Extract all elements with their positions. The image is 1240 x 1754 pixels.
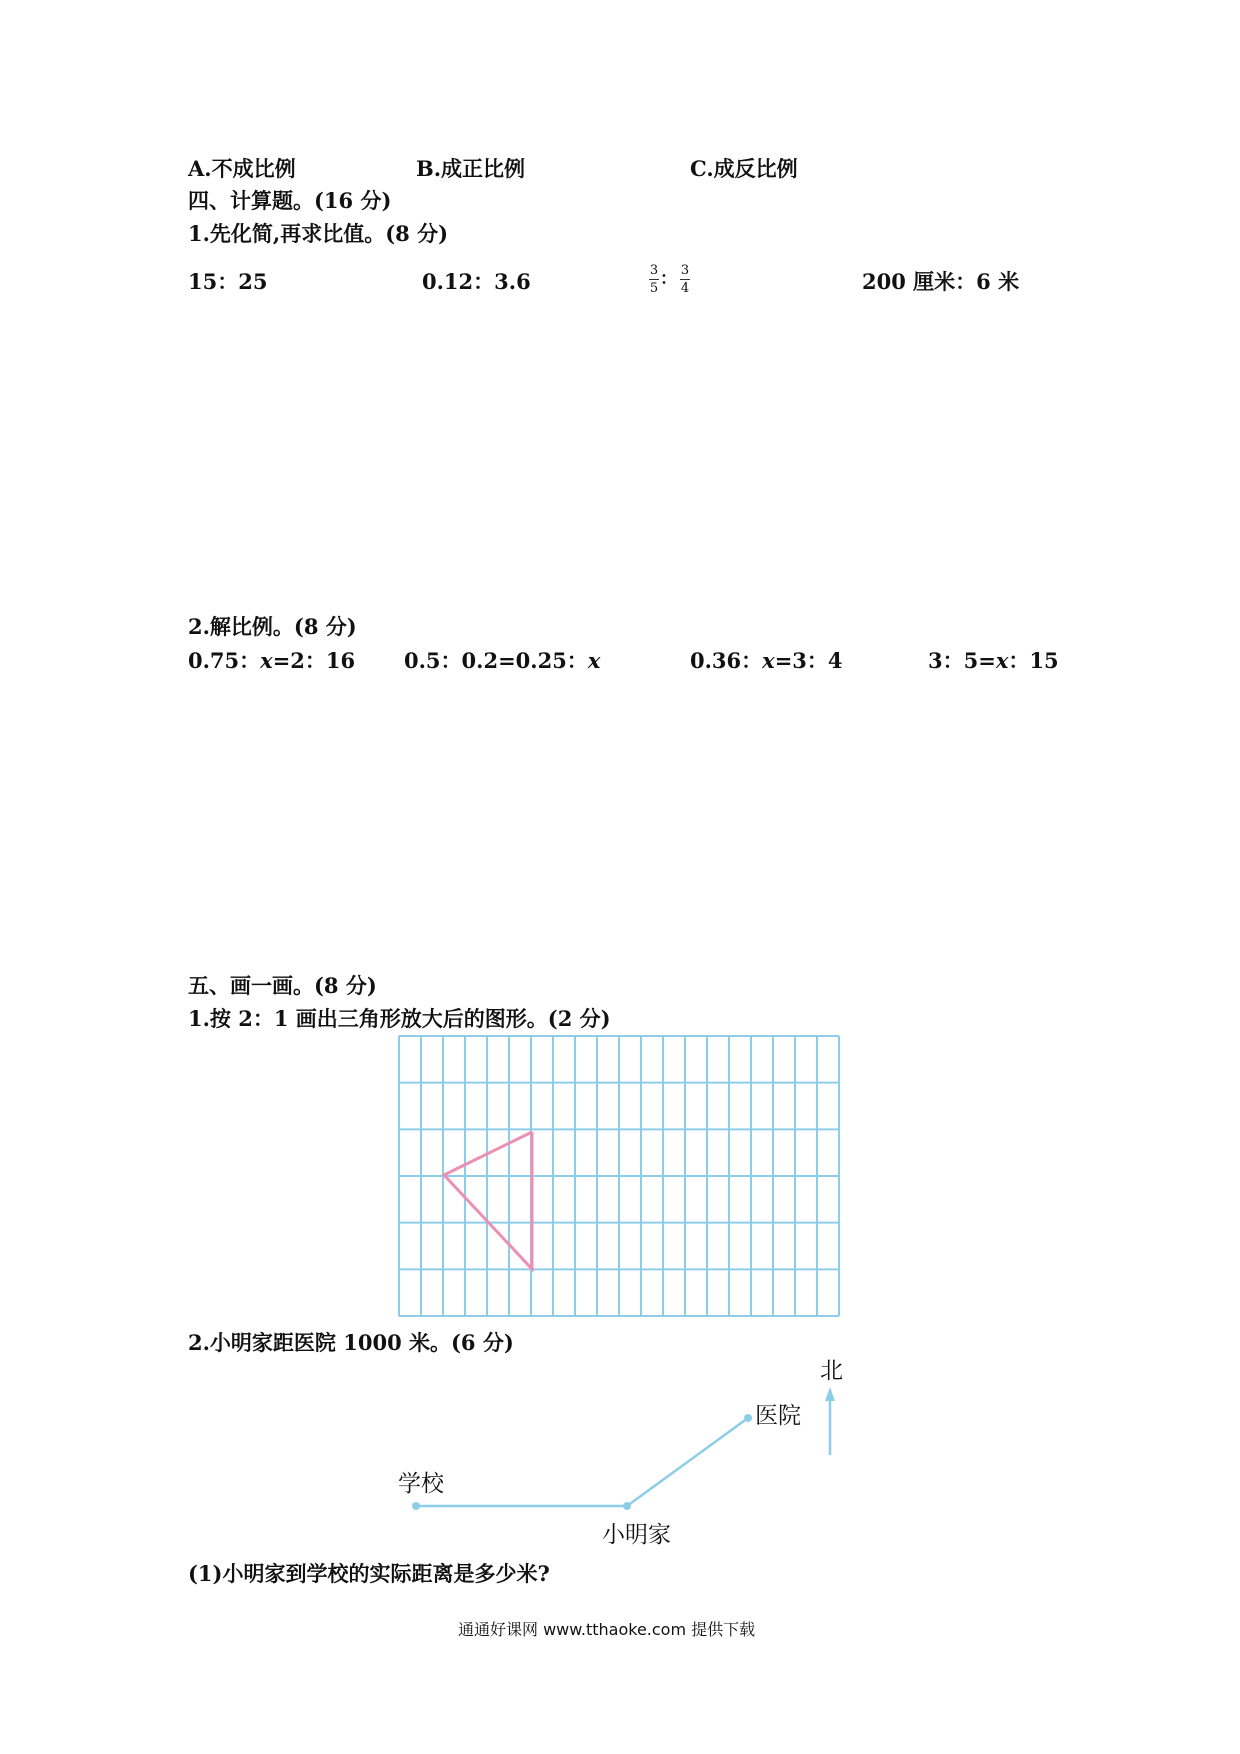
ratio-colon: ：: [660, 269, 677, 289]
choice-c: C.成反比例: [690, 156, 798, 181]
home-point: [623, 1502, 631, 1510]
q2-expr-1: 0.75：x=2：16: [188, 648, 356, 673]
choice-a: A.不成比例: [188, 156, 296, 181]
choice-b: B.成正比例: [416, 156, 526, 181]
draw-q1-title: 1.按 2：1 画出三角形放大后的图形。(2 分): [188, 1006, 611, 1031]
draw-q2-title: 2.小明家距医院 1000 米。(6 分): [188, 1330, 514, 1355]
fraction-3-4: $\frac{3}{4}$: [680, 263, 690, 296]
q2-expr-2: 0.5：0.2=0.25：x: [404, 648, 601, 673]
section-4-title: 四、计算题。(16 分): [188, 188, 392, 213]
label-home: 小明家: [602, 1522, 671, 1548]
grid-paper: [398, 1035, 840, 1317]
q2-title: 2.解比例。(8 分): [188, 614, 357, 639]
label-school: 学校: [398, 1471, 444, 1497]
north-arrow-icon: [825, 1387, 835, 1401]
draw-q2-sub1: (1)小明家到学校的实际距离是多少米?: [188, 1561, 550, 1586]
q1-expr-4: 200 厘米：6 米: [862, 269, 1020, 294]
home-hospital-path: [627, 1418, 748, 1506]
label-hospital: 医院: [755, 1403, 801, 1429]
q2-expr-4: 3：5=x：15: [928, 648, 1059, 673]
label-north: 北: [820, 1358, 843, 1384]
q1-expr-2: 0.12：3.6: [422, 269, 531, 294]
q1-title: 1.先化简,再求比值。(8 分): [188, 221, 449, 246]
grid-lines: [399, 1036, 839, 1316]
q1-expr-1: 15：25: [188, 269, 268, 294]
section-5-title: 五、画一画。(8 分): [188, 973, 377, 998]
footer-text: 通通好课网 www.tthaoke.com 提供下载: [458, 1620, 756, 1639]
q2-expr-3: 0.36：x=3：4: [690, 648, 843, 673]
hospital-point: [744, 1414, 752, 1422]
school-point: [412, 1502, 420, 1510]
fraction-3-5: $\frac{3}{5}$: [649, 263, 659, 296]
